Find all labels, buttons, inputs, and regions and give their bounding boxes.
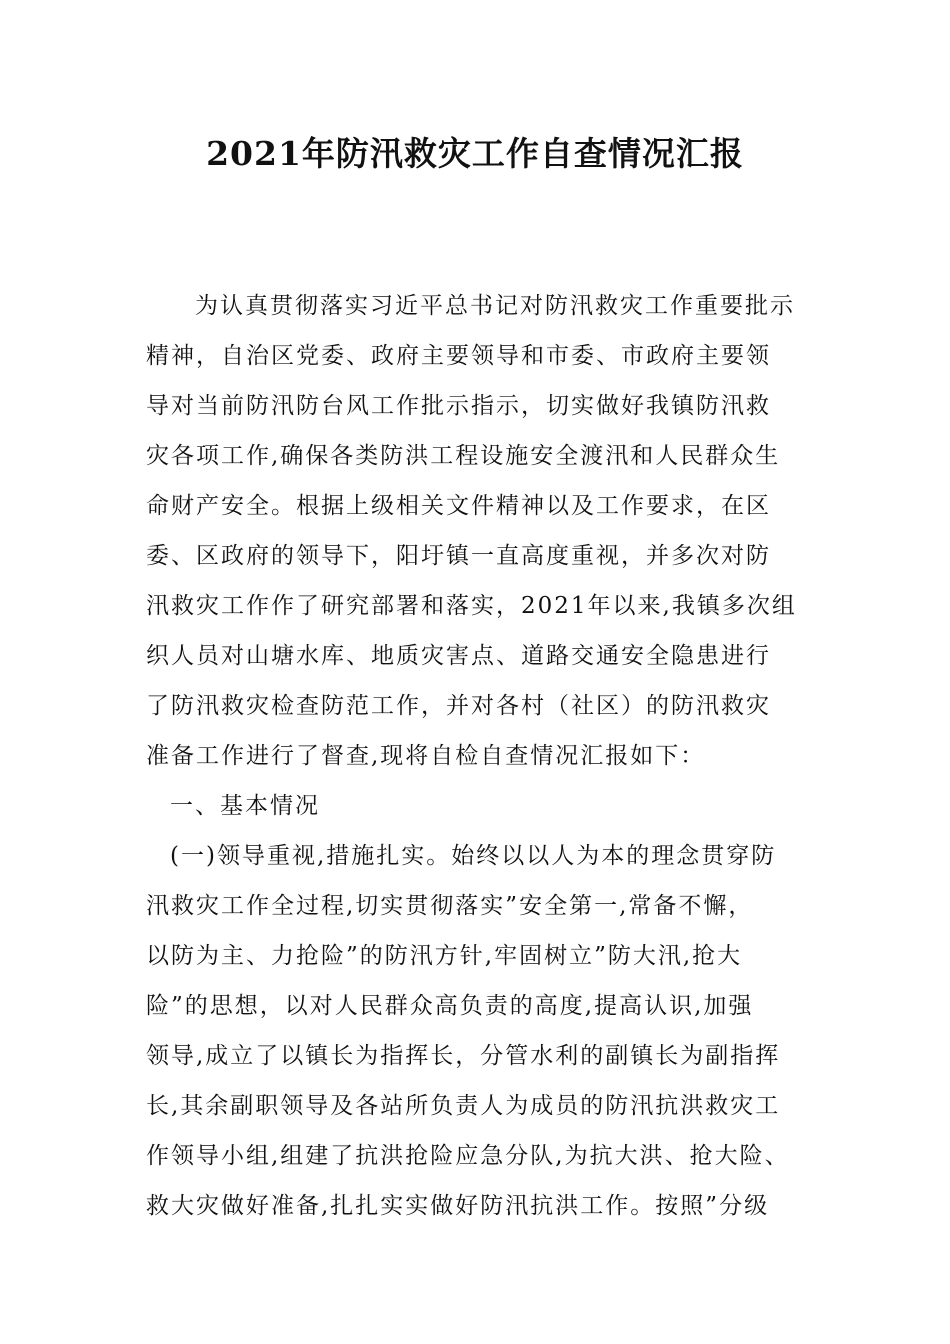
paragraph-line: 命财产安全。根据上级相关文件精神以及工作要求，在区 xyxy=(146,493,771,519)
paragraph-line: 救大灾做好准备,扎扎实实做好防汛抗洪工作。按照”分级 xyxy=(146,1193,770,1219)
paragraph-line: (一)领导重视,措施扎实。始终以以人为本的理念贯穿防 xyxy=(170,843,777,869)
paragraph-line: 灾各项工作,确保各类防洪工程设施安全渡汛和人民群众生 xyxy=(146,443,781,469)
paragraph-line: 作领导小组,组建了抗洪抢险应急分队,为抗大洪、抢大险、 xyxy=(146,1143,790,1169)
document-title: 2021年防汛救灾工作自查情况汇报 xyxy=(206,134,744,173)
paragraph-line: 了防汛救灾检查防范工作，并对各村（社区）的防汛救灾 xyxy=(146,693,771,719)
section-heading: 一、基本情况 xyxy=(170,793,320,819)
paragraph-line: 以防为主、力抢险”的防汛方针,牢固树立”防大汛,抢大 xyxy=(146,943,743,969)
paragraph-line: 为认真贯彻落实习近平总书记对防汛救灾工作重要批示 xyxy=(170,293,795,319)
paragraph-line: 导对当前防汛防台风工作批示指示，切实做好我镇防汛救 xyxy=(146,393,771,419)
paragraph-line: 长,其余副职领导及各站所负责人为成员的防汛抗洪救灾工 xyxy=(146,1093,781,1119)
paragraph-line: 领导,成立了以镇长为指挥长，分管水利的副镇长为副指挥 xyxy=(146,1043,781,1069)
paragraph-line: 汛救灾工作全过程,切实贯彻落实”安全第一,常备不懈， xyxy=(146,893,754,919)
paragraph-line: 委、区政府的领导下，阳圩镇一直高度重视，并多次对防 xyxy=(146,543,771,569)
paragraph-line: 织人员对山塘水库、地质灾害点、道路交通安全隐患进行 xyxy=(146,643,771,669)
document-body xyxy=(146,281,826,1231)
paragraph-line: 准备工作进行了督查,现将自检自查情况汇报如下： xyxy=(146,743,706,769)
paragraph-line: 精神，自治区党委、政府主要领导和市委、市政府主要领 xyxy=(146,343,771,369)
paragraph-line: 险”的思想，以对人民群众高负责的高度,提高认识,加强 xyxy=(146,993,754,1019)
paragraph-line: 汛救灾工作作了研究部署和落实，2021年以来,我镇多次组 xyxy=(146,593,797,619)
